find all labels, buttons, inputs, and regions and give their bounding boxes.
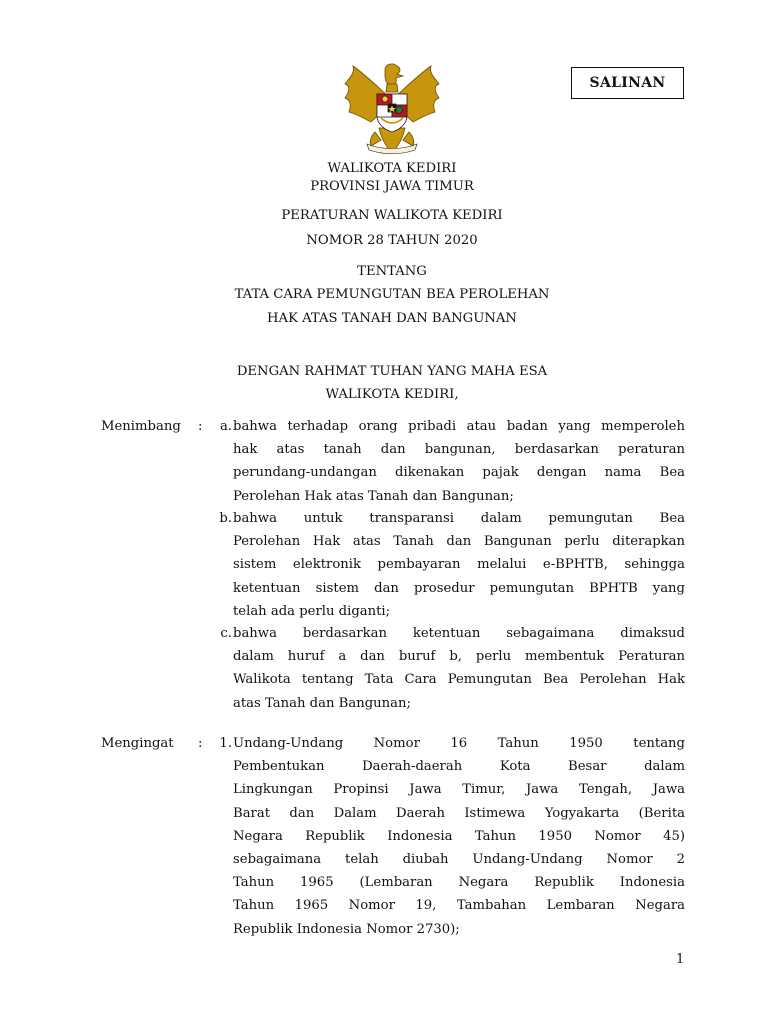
mengingat-label: Mengingat xyxy=(101,736,174,751)
mengingat-item-1 xyxy=(233,732,685,941)
text-line: bahwa berdasarkan ketentuan sebagaimana dimaksud xyxy=(233,626,685,641)
text-line: bahwa untuk transparansi dalam pemungutan Bea xyxy=(233,511,685,526)
regulation-title: PERATURAN WALIKOTA KEDIRI xyxy=(281,208,503,223)
mengingat-colon: : xyxy=(198,736,203,751)
menimbang-marker-a: a. xyxy=(219,419,232,434)
text-line: Perolehan Hak atas Tanah dan Bangunan perlu diterapkan xyxy=(233,534,685,550)
menimbang-marker-b: b. xyxy=(219,511,232,526)
menimbang-item-c xyxy=(233,622,685,715)
text-line: Republik Indonesia Nomor 2730); xyxy=(233,921,460,937)
text-line: Lingkungan Propinsi Jawa Timur, Jawa Tengah, Jawa xyxy=(233,782,685,798)
text-line: Negara Republik Indonesia Tahun 1950 Nomor 45) xyxy=(233,828,685,844)
text-line: dalam huruf a dan buruf b, perlu membentuk Peraturan xyxy=(233,649,685,665)
menimbang-label: Menimbang xyxy=(101,419,181,434)
preamble-line-2: WALIKOTA KEDIRI, xyxy=(325,387,459,402)
menimbang-item-b xyxy=(233,507,685,623)
menimbang-marker-c: c. xyxy=(220,626,232,641)
text-line: Walikota tentang Tata Cara Pemungutan Bea Perolehan Hak xyxy=(233,672,685,688)
text-line: sistem elektronik pembayaran melalui e-BPHTB, sehingga xyxy=(233,557,685,573)
subject-line-1: TATA CARA PEMUNGUTAN BEA PEROLEHAN xyxy=(234,287,550,302)
text-line: sebagaimana telah diubah Undang-Undang Nomor 2 xyxy=(233,851,685,867)
preamble-line-1: DENGAN RAHMAT TUHAN YANG MAHA ESA xyxy=(236,364,548,379)
salinan-label: SALINAN xyxy=(589,75,666,91)
tentang-label: TENTANG xyxy=(357,264,427,279)
text-line: Undang-Undang Nomor 16 Tahun 1950 tentang xyxy=(233,736,685,751)
mengingat-marker-1: 1. xyxy=(219,736,232,751)
issuer-title: WALIKOTA KEDIRI xyxy=(327,161,457,176)
text-line: bahwa terhadap orang pribadi atau badan yang memperoleh xyxy=(233,419,685,434)
text-line: Barat dan Dalam Daerah Istimewa Yogyakarta (Berita xyxy=(233,805,685,821)
text-line: Tahun 1965 Nomor 19, Tambahan Lembaran Negara xyxy=(233,898,685,914)
text-line: perundang-undangan dikenakan pajak dengan nama Bea xyxy=(233,465,685,481)
text-line: telah ada perlu diganti; xyxy=(233,603,391,619)
subject-line-2: HAK ATAS TANAH DAN BANGUNAN xyxy=(267,311,517,326)
page-number: 1 xyxy=(676,952,685,967)
garuda-pancasila-emblem-icon xyxy=(341,58,443,158)
menimbang-item-a xyxy=(233,415,685,508)
text-line: Perolehan Hak atas Tanah dan Bangunan; xyxy=(233,488,514,504)
salinan-stamp xyxy=(571,67,684,99)
menimbang-colon: : xyxy=(198,419,203,434)
text-line: atas Tanah dan Bangunan; xyxy=(233,695,411,711)
regulation-number: NOMOR 28 TAHUN 2020 xyxy=(306,233,478,248)
text-line: ketentuan sistem dan prosedur pemungutan BPHTB yang xyxy=(233,580,685,596)
text-line: hak atas tanah dan bangunan, berdasarkan peraturan xyxy=(233,442,685,458)
text-line: Pembentukan Daerah-daerah Kota Besar dalam xyxy=(233,759,685,775)
province-title: PROVINSI JAWA TIMUR xyxy=(310,179,474,194)
text-line: Tahun 1965 (Lembaran Negara Republik Indonesia xyxy=(233,875,685,891)
